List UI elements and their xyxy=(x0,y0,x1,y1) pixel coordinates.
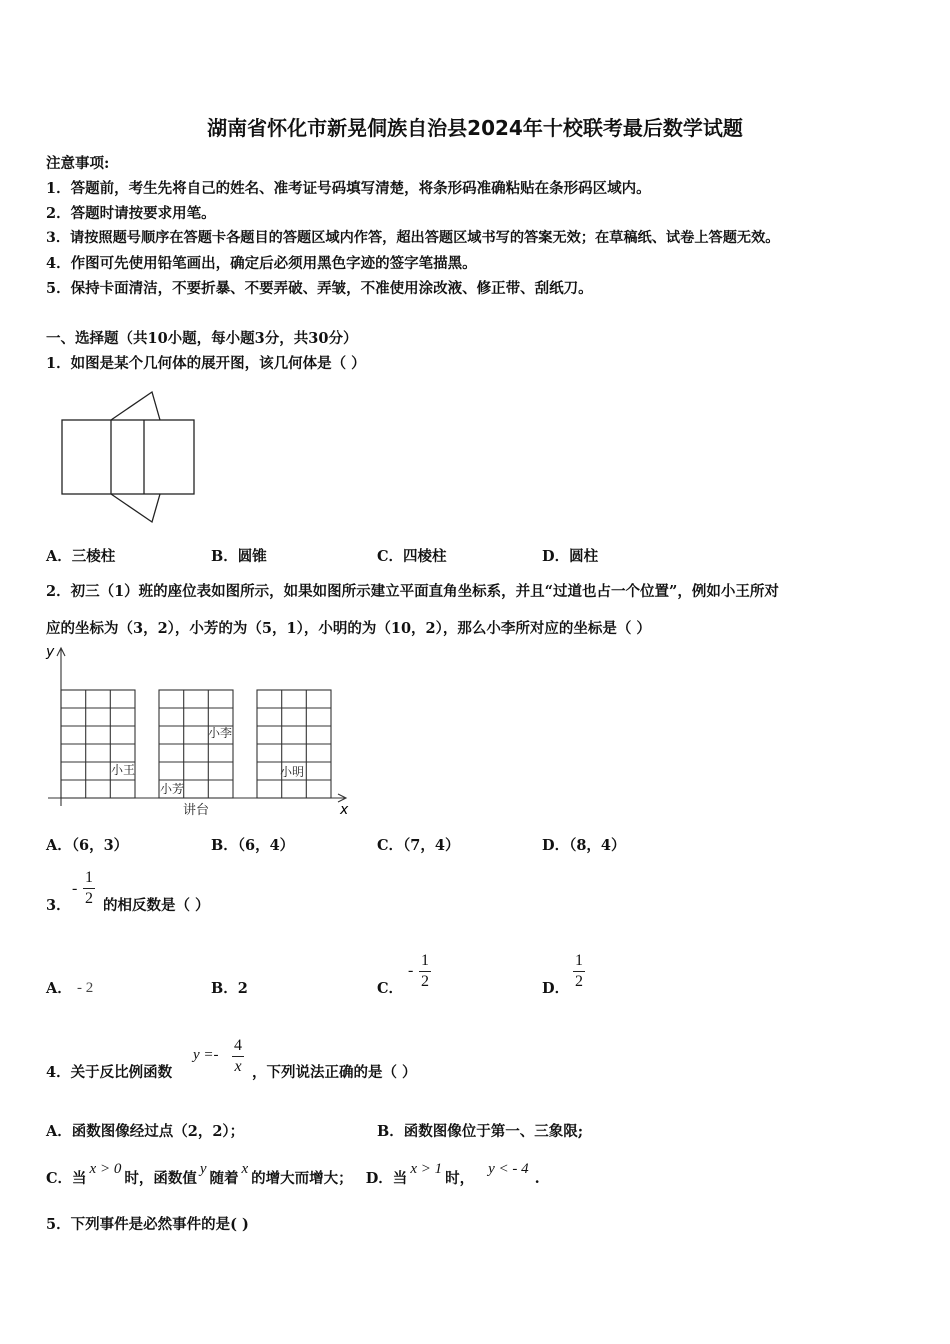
q4-option-c[interactable]: C．当x > 0时，函数值y随着x的增大而增大； D．当x > 1时，y < - 4. xyxy=(46,1161,540,1187)
q4-prefix: 4．关于反比例函数 xyxy=(46,1064,173,1081)
q3-option-a-label[interactable]: A． xyxy=(46,980,72,997)
x-axis-label: x xyxy=(340,802,349,818)
q3-option-c-label[interactable]: C． xyxy=(377,980,404,997)
q1-stem: 1．如图是某个几何体的展开图，该几何体是（ ） xyxy=(46,355,366,372)
q1-option-a[interactable]: A．三棱柱 xyxy=(46,548,116,565)
q3-option-d-fraction: $\frac{1}{2}$ xyxy=(575,952,583,990)
label-xiaowang: 小王 xyxy=(111,763,136,777)
q1-option-c[interactable]: C．四棱柱 xyxy=(377,548,447,565)
q2-stem-line1: 2．初三（1）班的座位表如图所示，如果如图所示建立平面直角坐标系，并且“过道也占一个位置”，例如小王所对 xyxy=(46,583,779,600)
notice-item-3: 3．请按照题号顺序在答题卡各题目的答题区域内作答，超出答题区域书写的答案无效；在草稿纸、试卷上答题无效。 xyxy=(46,230,780,246)
q1-option-d[interactable]: D．圆柱 xyxy=(542,548,599,565)
q4-formula-lhs: y =- xyxy=(193,1047,219,1063)
notice-item-1: 1．答题前，考生先将自己的姓名、准考证号码填写清楚，将条形码准确粘贴在条形码区域内。 xyxy=(46,180,651,197)
q3-option-b[interactable]: B．2 xyxy=(211,980,248,997)
q4-suffix: ，下列说法正确的是（ ） xyxy=(252,1064,417,1081)
net-rectangles xyxy=(62,420,194,494)
label-xiaofang: 小芳 xyxy=(160,782,185,796)
seat-block-3 xyxy=(257,690,331,798)
net-bottom-triangle xyxy=(111,494,160,522)
q2-option-a[interactable]: A．（6，3） xyxy=(46,837,129,854)
notice-item-2: 2．答题时请按要求用笔。 xyxy=(46,205,216,222)
seat-block-1 xyxy=(61,690,135,798)
section-heading: 一、选择题（共10小题，每小题3分，共30分） xyxy=(46,330,358,347)
q1-option-b[interactable]: B．圆锥 xyxy=(211,548,267,565)
y-axis-label: y xyxy=(46,644,55,660)
q3-number: 3． xyxy=(46,897,71,914)
q3-suffix: 的相反数是（ ） xyxy=(103,897,210,914)
notice-item-5: 5．保持卡面清洁，不要折暴、不要弄破、弄皱，不准使用涂改液、修正带、刮纸刀。 xyxy=(46,280,593,297)
q3-option-d-label[interactable]: D． xyxy=(542,980,570,997)
q2-option-b[interactable]: B．（6，4） xyxy=(211,837,295,854)
label-xiaoli: 小李 xyxy=(208,726,233,740)
q2-seating-figure xyxy=(40,640,360,820)
q2-option-c[interactable]: C．（7，4） xyxy=(377,837,460,854)
label-podium: 讲台 xyxy=(183,803,210,818)
q4-formula-fraction: $\frac{4}{x}$ xyxy=(234,1037,242,1075)
q1-net-figure xyxy=(55,388,205,530)
paper-title: 湖南省怀化市新晃侗族自治县2024年十校联考最后数学试题 xyxy=(207,116,743,140)
q5-stem: 5．下列事件是必然事件的是( ) xyxy=(46,1216,249,1233)
q2-option-d[interactable]: D．（8，4） xyxy=(542,837,626,854)
q2-stem-line2: 应的坐标为（3，2），小芳的为（5，1），小明的为（10，2），那么小李所对应的坐标是（ ） xyxy=(46,620,651,637)
q3-option-a-value: - 2 xyxy=(77,980,94,996)
q4-option-b[interactable]: B．函数图像位于第一、三象限; xyxy=(377,1123,584,1140)
net-top-triangle xyxy=(111,392,160,420)
notice-item-4: 4．作图可先使用铅笔画出，确定后必须用黑色字迹的签字笔描黑。 xyxy=(46,255,477,272)
notice-heading: 注意事项: xyxy=(46,155,110,172)
q4-option-a[interactable]: A．函数图像经过点（2，2）； xyxy=(46,1123,245,1140)
label-xiaoming: 小明 xyxy=(280,765,305,779)
